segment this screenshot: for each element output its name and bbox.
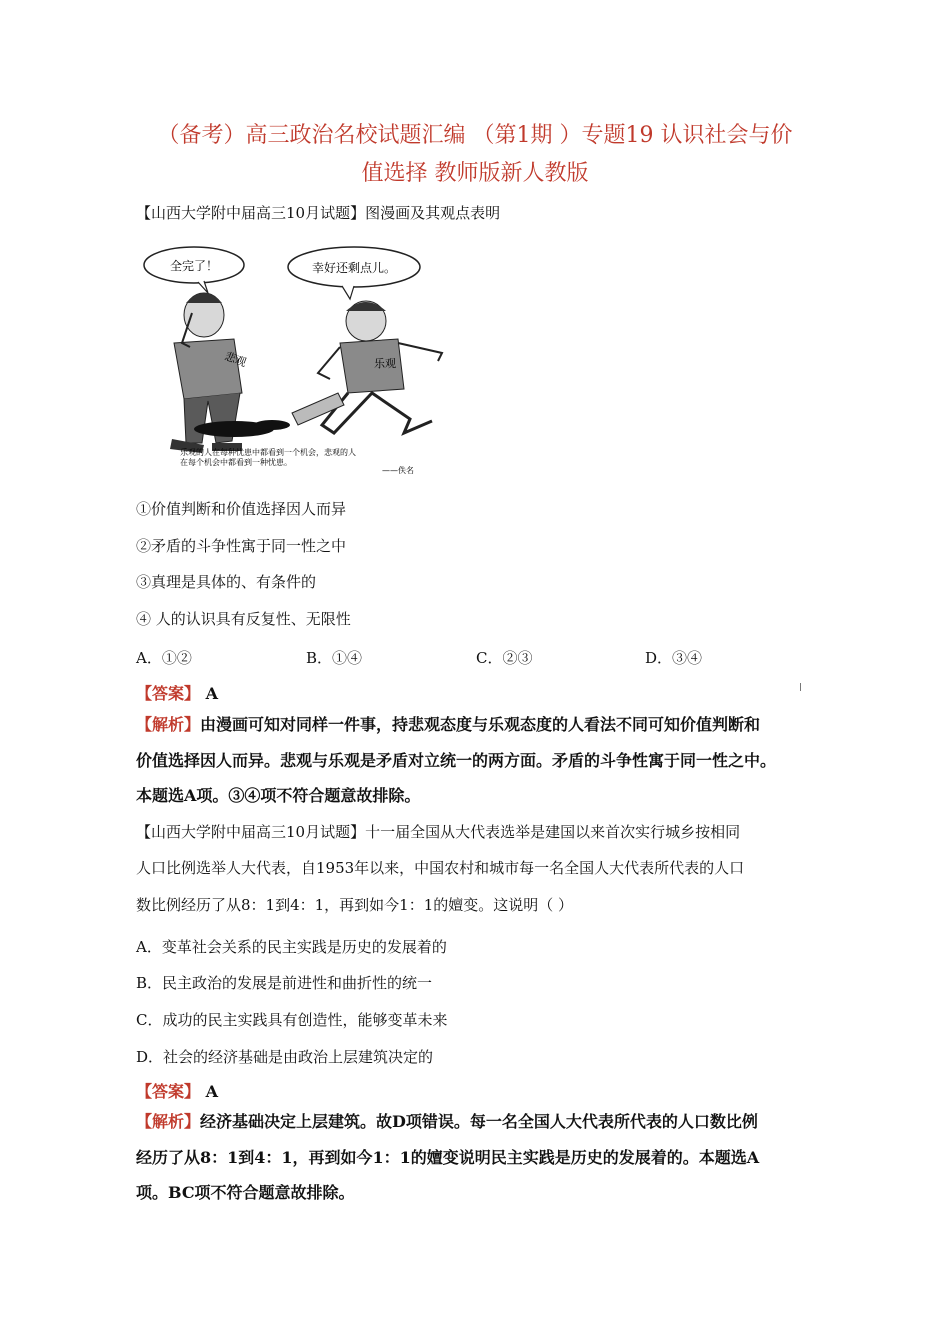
- q1-option-d: D．③④: [645, 649, 703, 667]
- q2-stem-1: [136, 822, 740, 842]
- margin-mark: [800, 683, 801, 691]
- q2-option-a: A．变革社会关系的民主实践是历史的发展着的: [136, 938, 447, 956]
- q2-option-b: B．民主政治的发展是前进性和曲折性的统一: [136, 974, 433, 992]
- q1-analysis-text-1: 由漫画可知对同样一件事，持悲观态度与乐观态度的人看法不同可知价值判断和: [200, 715, 761, 734]
- q2-option-c: C．成功的民主实践具有创造性，能够变革未来: [136, 1011, 448, 1029]
- q1-source: 【山西大学附中届高三10月试题】: [136, 204, 366, 222]
- q2-source: 【山西大学附中届高三10月试题】: [136, 823, 366, 841]
- q2-analysis-label: 【解析】: [136, 1112, 201, 1131]
- q2-analysis-text-1: 经济基础决定上层建筑。故D项错误。每一名全国人大代表所代表的人口数比例: [200, 1112, 758, 1131]
- q1-answer: [136, 684, 218, 704]
- q1-analysis-1: [136, 715, 760, 735]
- title-line-2: 值选择 教师版新人教版: [361, 161, 589, 186]
- pessimist-shirt-label: 悲观: [222, 349, 249, 370]
- q2-stem-text-1: 十一届全国从大代表选举是建国以来首次实行城乡按相同: [365, 823, 741, 841]
- q1-item-4: ④ 人的认识具有反复性、无限性: [136, 610, 351, 628]
- q2-analysis-1: [136, 1112, 758, 1132]
- q1-option-c: C．②③: [476, 649, 533, 667]
- q2-analysis-2: 经历了从8：1到4：1，再到如今1：1的嬗变说明民主实践是历史的发展着的。本题选A: [136, 1148, 760, 1167]
- cartoon-drawing: [142, 243, 462, 475]
- q1-item-1: ①价值判断和价值选择因人而异: [136, 500, 347, 518]
- q1-header: [136, 203, 500, 223]
- q1-answer-label: 【答案】: [136, 684, 201, 703]
- cartoon-image: [142, 243, 462, 475]
- q2-answer-value: A: [205, 1082, 219, 1101]
- q2-answer: [136, 1082, 218, 1102]
- q1-stem: 图漫画及其观点表明: [365, 204, 501, 222]
- cartoon-author: ——佚名: [382, 466, 414, 475]
- q1-item-3: ③真理是具体的、有条件的: [136, 573, 317, 591]
- q1-analysis-3: 本题选A项。③④项不符合题意故排除。: [136, 786, 421, 805]
- q1-analysis-2: 价值选择因人而异。悲观与乐观是矛盾对立统一的两方面。矛盾的斗争性寓于同一性之中。: [136, 751, 777, 770]
- cartoon-quote-2: 在每个机会中都看到一种忧患。: [180, 458, 292, 467]
- title-line-1: （备考）高三政治名校试题汇编 （第1期 ）专题19 认识社会与价: [157, 123, 793, 148]
- q1-option-b: B．①④: [306, 649, 363, 667]
- q1-answer-value: A: [205, 684, 219, 703]
- q2-stem-3: 数比例经历了从8：1到4：1，再到如今1：1的嬗变。这说明（ ）: [136, 896, 574, 914]
- q1-item-2: ②矛盾的斗争性寓于同一性之中: [136, 537, 347, 555]
- optimist-shirt-label: 乐观: [374, 357, 396, 370]
- q2-analysis-3: 项。BC项不符合题意故排除。: [136, 1183, 355, 1202]
- bubble-right-text: 幸好还剩点儿。: [311, 261, 397, 275]
- q2-option-d: D．社会的经济基础是由政治上层建筑决定的: [136, 1048, 434, 1066]
- bubble-left-text: 全完了！: [169, 259, 219, 273]
- q1-option-a: A．①②: [136, 649, 192, 667]
- q1-analysis-label: 【解析】: [136, 715, 201, 734]
- cartoon-quote-1: 乐观的人在每种忧患中都看到一个机会，悲观的人: [180, 448, 356, 457]
- q2-stem-2: 人口比例选举人大代表，自1953年以来，中国农村和城市每一名全国人大代表所代表的人口: [136, 859, 745, 877]
- q2-answer-label: 【答案】: [136, 1082, 201, 1101]
